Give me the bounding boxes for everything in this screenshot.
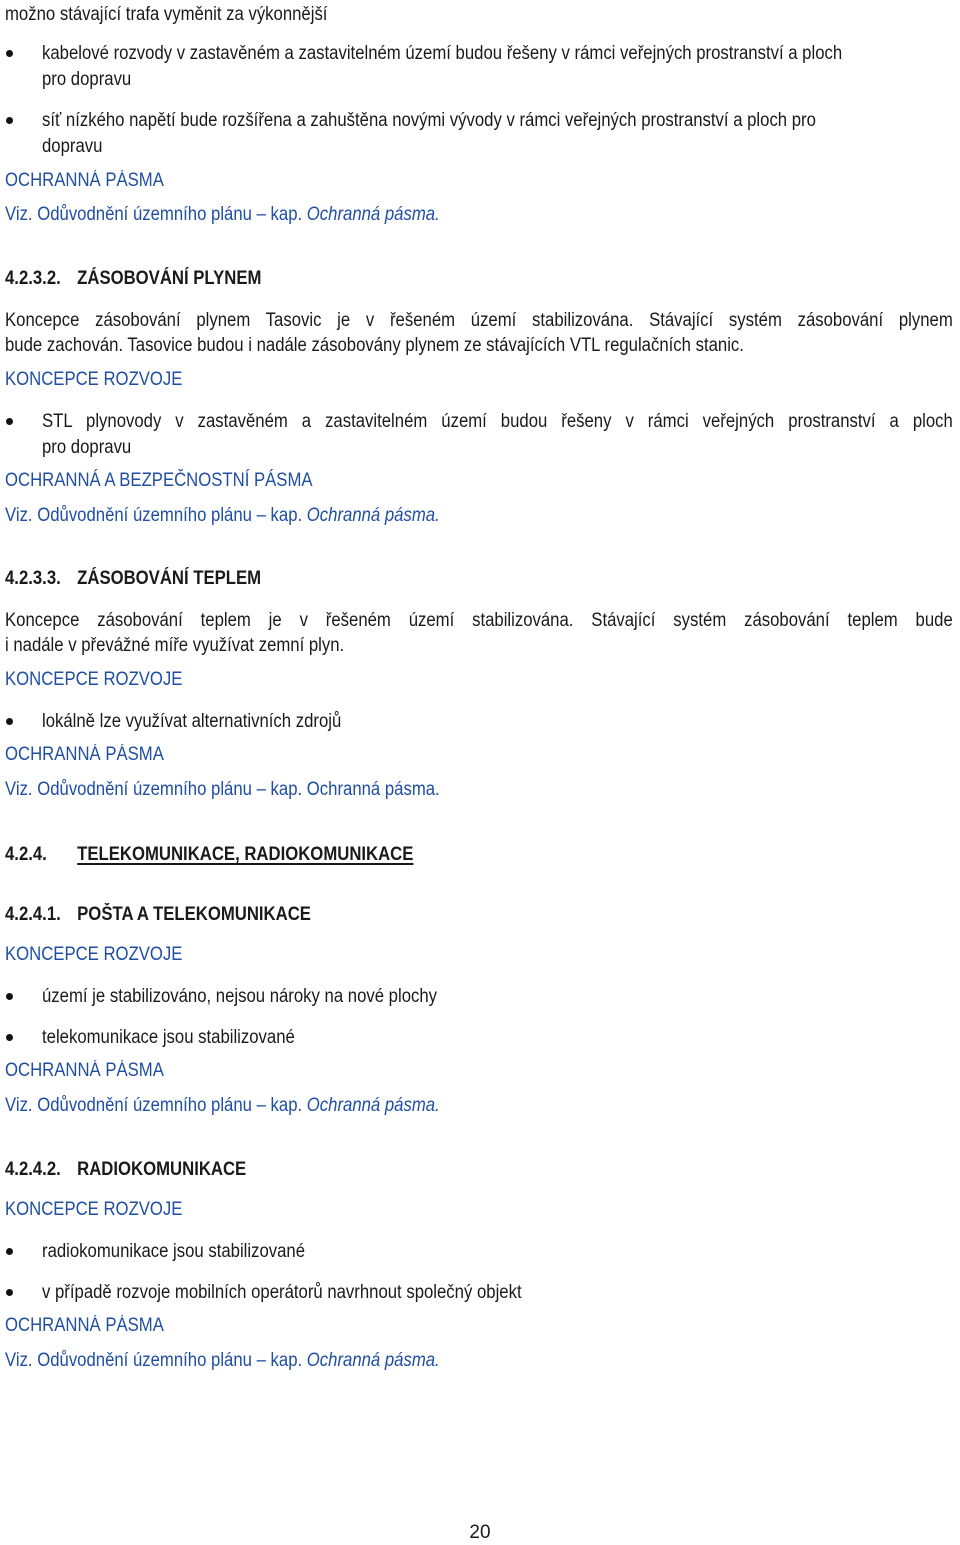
section-heading-radio: [5, 1158, 246, 1182]
section-number: 4.2.4.1.: [5, 904, 61, 925]
reference-link[interactable]: Ochranná pásma.: [306, 1350, 440, 1371]
section-number: 4.2.3.3.: [5, 568, 61, 589]
section-heading-gas: [5, 267, 261, 291]
reference-link[interactable]: Ochranná pásma.: [306, 1095, 440, 1116]
reference-line: Viz. Odůvodnění územního plánu – kap. Ochranná pásma.: [5, 779, 440, 800]
section-title: TELEKOMUNIKACE, RADIOKOMUNIKACE: [77, 844, 414, 865]
protection-zones-heading: OCHRANNÁ PÁSMA: [5, 744, 164, 765]
protection-zones-heading: OCHRANNÁ A BEZPEČNOSTNÍ PÁSMA: [5, 470, 313, 491]
bullet-icon: [6, 418, 13, 425]
reference-prefix: Viz. Odůvodnění územního plánu – kap.: [5, 505, 307, 526]
section-heading-telecom: [5, 843, 413, 867]
bullet-telecom-stable: telekomunikace jsou stabilizované: [42, 1027, 295, 1048]
bullet-stl-line1: STL plynovody v zastavěném a zastavitelném území budou řešeny v rámci veřejných prostranství a ploch: [42, 411, 953, 432]
section-title: POŠTA A TELEKOMUNIKACE: [77, 904, 311, 925]
bullet-icon: [6, 1034, 13, 1041]
section-heading-heat: [5, 567, 261, 591]
section-heading-post: [5, 903, 311, 927]
reference-line: [5, 203, 440, 227]
concept-heading: KONCEPCE ROZVOJE: [5, 1199, 183, 1220]
paragraph-gas-line1: Koncepce zásobování plynem Tasovic je v řešeném území stabilizována. Stávající systém zásobování plynem: [5, 310, 953, 331]
bullet-icon: [6, 1289, 13, 1296]
bullet-cable-line1: kabelové rozvody v zastavěném a zastavitelném území budou řešeny v rámci veřejných prostranství a ploch: [42, 43, 843, 64]
bullet-radio-stable: radiokomunikace jsou stabilizované: [42, 1241, 306, 1262]
paragraph-heat-line1: Koncepce zásobování teplem je v řešeném území stabilizována. Stávající systém zásobování teplem bude: [5, 610, 953, 631]
protection-zones-heading: OCHRANNÁ PÁSMA: [5, 170, 164, 191]
reference-prefix: Viz. Odůvodnění územního plánu – kap.: [5, 1095, 307, 1116]
section-title: RADIOKOMUNIKACE: [77, 1159, 247, 1180]
bullet-icon: [6, 1248, 13, 1255]
concept-heading: KONCEPCE ROZVOJE: [5, 944, 183, 965]
section-number: 4.2.3.2.: [5, 268, 61, 289]
bullet-icon: [6, 50, 13, 57]
bullet-post-stable: území je stabilizováno, nejsou nároky na nové plochy: [42, 986, 438, 1007]
reference-prefix: Viz. Odůvodnění územního plánu – kap.: [5, 1350, 307, 1371]
bullet-icon: [6, 117, 13, 124]
paragraph-gas-line2: bude zachován. Tasovice budou i nadále zásobovány plynem ze stávajících VTL regulačních stanic.: [5, 335, 744, 356]
section-title: ZÁSOBOVÁNÍ PLYNEM: [77, 268, 262, 289]
bullet-icon: [6, 718, 13, 725]
protection-zones-heading: OCHRANNÁ PÁSMA: [5, 1315, 164, 1336]
reference-line: [5, 1349, 440, 1373]
bullet-mobile-operators: v případě rozvoje mobilních operátorů navrhnout společný objekt: [42, 1282, 522, 1303]
bullet-alt-sources: lokálně lze využívat alternativních zdrojů: [42, 711, 342, 732]
section-number: 4.2.4.: [5, 844, 47, 865]
concept-heading: KONCEPCE ROZVOJE: [5, 369, 183, 390]
bullet-lownet-line2: dopravu: [42, 136, 103, 157]
reference-line: [5, 1094, 440, 1118]
bullet-cable-line2: pro dopravu: [42, 69, 132, 90]
bullet-stl-line2: pro dopravu: [42, 437, 132, 458]
reference-link[interactable]: Ochranná pásma.: [306, 505, 440, 526]
reference-prefix: Viz. Odůvodnění územního plánu – kap.: [5, 204, 307, 225]
reference-line: [5, 504, 440, 528]
bullet-lownet-line1: síť nízkého napětí bude rozšířena a zahuštěna novými vývody v rámci veřejných prostranství a ploch pro: [42, 110, 816, 131]
protection-zones-heading: OCHRANNÁ PÁSMA: [5, 1060, 164, 1081]
reference-link[interactable]: Ochranná pásma.: [306, 204, 440, 225]
section-number: 4.2.4.2.: [5, 1159, 61, 1180]
paragraph-trafa: možno stávající trafa vyměnit za výkonnější: [5, 4, 328, 25]
concept-heading: KONCEPCE ROZVOJE: [5, 669, 183, 690]
bullet-icon: [6, 993, 13, 1000]
section-title: ZÁSOBOVÁNÍ TEPLEM: [77, 568, 262, 589]
page-number: 20: [469, 1522, 491, 1543]
paragraph-heat-line2: i nadále v převážné míře využívat zemní plyn.: [5, 635, 345, 656]
